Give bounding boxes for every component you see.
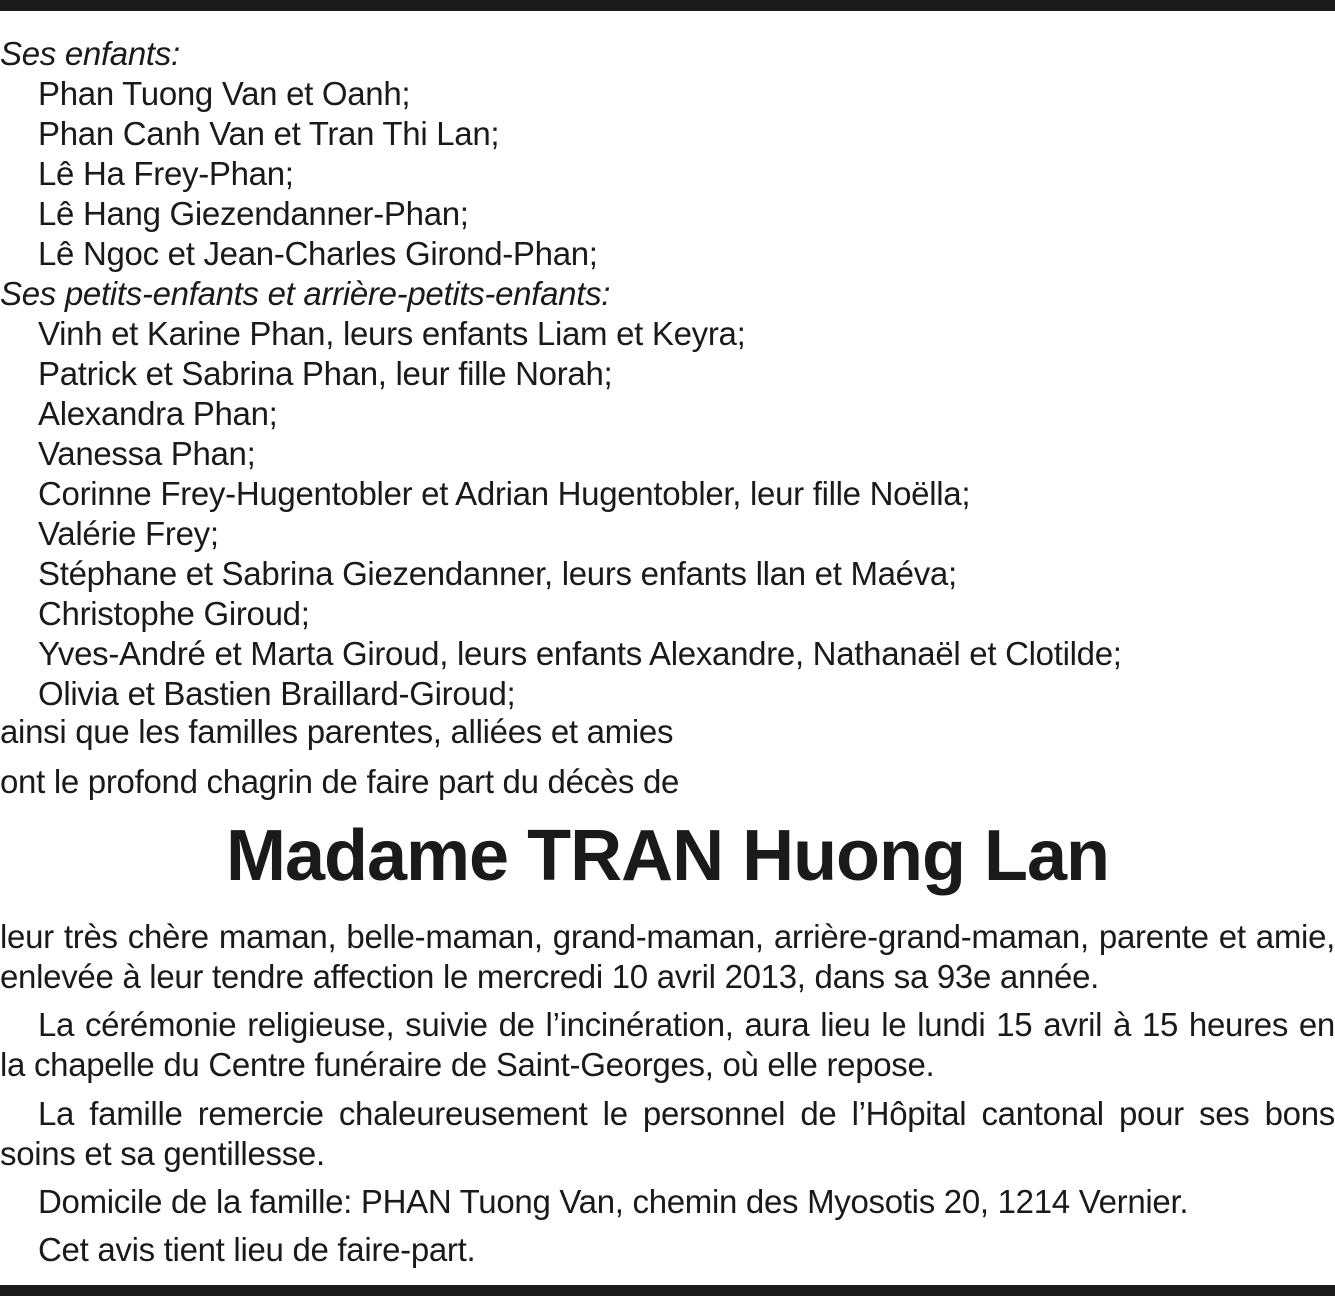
grandchild-entry: Corinne Frey-Hugentobler et Adrian Hugentobler, leur fille Noëlla; [38,475,971,512]
families-line: ainsi que les familles parentes, alliées et amies [0,713,674,750]
child-entry: Phan Canh Van et Tran Thi Lan; [38,115,500,152]
ceremony-text: La cérémonie religieuse, suivie de l’incinération, aura lieu le lundi 15 avril à 15 heures en la chapelle du Centre funéraire de Saint-Georges, où elle repose. [0,1006,1335,1083]
top-rule [0,0,1335,11]
child-entry: Phan Tuong Van et Oanh; [38,75,411,112]
announcement-line: ont le profond chagrin de faire part du décès de [0,763,680,800]
grandchildren-heading: Ses petits-enfants et arrière-petits-enfants: [0,275,611,312]
grandchild-entry: Valérie Frey; [38,515,219,552]
grandchild-entry: Vinh et Karine Phan, leurs enfants Liam et Keyra; [38,315,746,352]
bottom-rule [0,1285,1335,1296]
child-entry: Lê Hang Giezendanner-Phan; [38,195,469,232]
children-heading: Ses enfants: [0,35,180,72]
grandchild-entry: Alexandra Phan; [38,395,278,432]
grandchild-entry: Christophe Giroud; [38,595,310,632]
tribute-paragraph: leur très chère maman, belle-maman, grand-maman, arrière-grand-maman, parente et amie, enlevée à leur tendre affection le mercredi 10 avril 2013, dans sa 93e année. [0,918,1335,995]
grandchild-entry: Olivia et Bastien Braillard-Giroud; [38,675,516,712]
grandchild-entry: Patrick et Sabrina Phan, leur fille Norah; [38,355,613,392]
child-entry: Lê Ngoc et Jean-Charles Girond-Phan; [38,235,598,272]
grandchild-entry: Stéphane et Sabrina Giezendanner, leurs enfants llan et Maéva; [38,555,957,592]
thanks-text: La famille remercie chaleureusement le personnel de l’Hôpital cantonal pour ses bons soins et sa gentillesse. [0,1095,1335,1172]
deceased-name: Madame TRAN Huong Lan [225,816,1109,896]
grandchild-entry: Yves-André et Marta Giroud, leurs enfants Alexandre, Nathanaël et Clotilde; [38,635,1122,672]
thanks-paragraph [0,1094,1335,1174]
domicile-line: Domicile de la famille: PHAN Tuong Van, chemin des Myosotis 20, 1214 Vernier. [38,1183,1189,1220]
grandchild-entry: Vanessa Phan; [38,435,256,472]
ceremony-paragraph [0,1005,1335,1085]
child-entry: Lê Ha Frey-Phan; [38,155,294,192]
notice-line: Cet avis tient lieu de faire-part. [38,1231,476,1268]
